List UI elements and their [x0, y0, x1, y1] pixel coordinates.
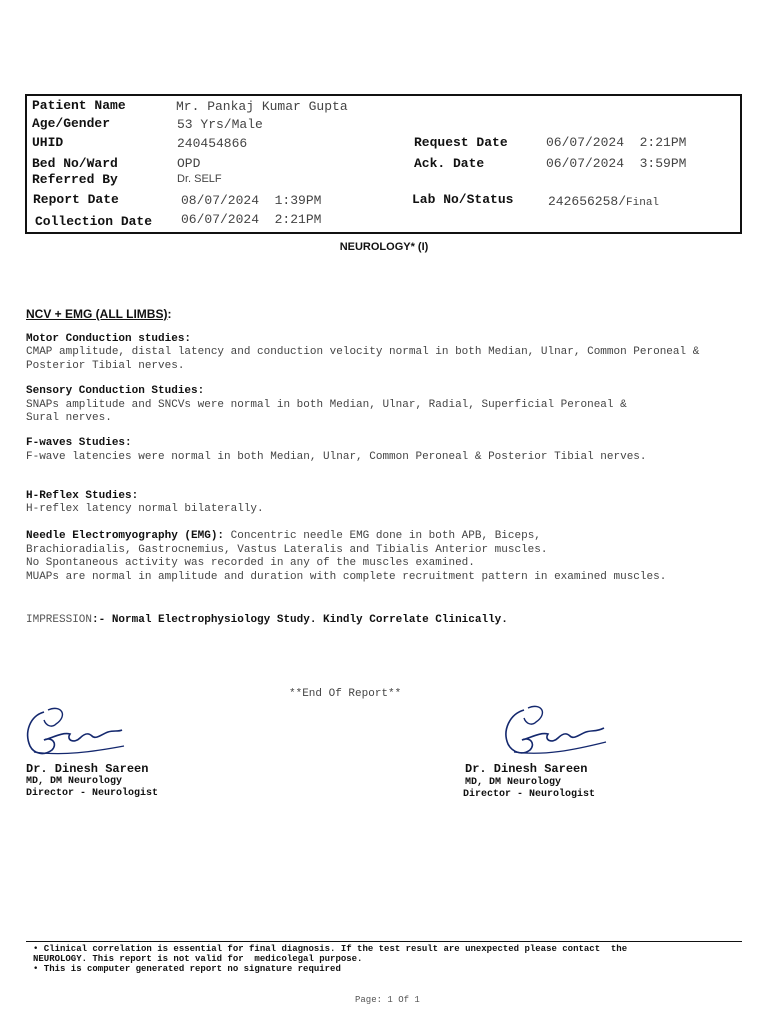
uhid-value: 240454866 [177, 136, 248, 151]
lab-no-status [548, 192, 659, 210]
fwave-heading: F-waves Studies: [26, 437, 132, 449]
patient-name-label: Patient Name [32, 98, 126, 113]
test-title-text: NCV + EMG (ALL LIMBS) [26, 307, 168, 321]
footer-note-2: • This is computer generated report no signature required [33, 964, 341, 974]
lab-no-value: 242656258/ [548, 194, 627, 209]
signatory-title-right: Director - Neurologist [463, 789, 596, 800]
sensory-heading: Sensory Conduction Studies: [26, 385, 205, 397]
sensory-body: SNAPs amplitude and SNCVs were normal in both Median, Ulnar, Radial, Superficial Peroneal & [26, 399, 627, 411]
impression-text: :- Normal Electrophysiology Study. Kindly Correlate Clinically. [92, 614, 508, 626]
impression [26, 609, 508, 627]
test-title [26, 307, 171, 321]
ack-date-label: Ack. Date [414, 156, 485, 171]
signatory-degree-left: MD, DM Neurology [26, 776, 123, 787]
collection-date-value: 06/07/2024 2:21PM [181, 212, 322, 227]
department-heading: NEUROLOGY* (I) [339, 241, 429, 253]
ack-date-value: 06/07/2024 3:59PM [546, 156, 687, 171]
emg-body: Concentric needle EMG done in both APB, Biceps, Brachioradialis, Gastrocnemius, Vastus Lateralis and Tibialis Anterior muscles. [26, 530, 548, 556]
footer-note-1b: NEUROLOGY. This report is not valid for medicolegal purpose. [33, 954, 363, 964]
impression-label: IMPRESSION [26, 614, 93, 626]
bed-ward-label: Bed No/Ward [32, 156, 118, 171]
request-date-label: Request Date [414, 135, 508, 150]
signatory-title-left: Director - Neurologist [26, 788, 159, 799]
test-title-colon: : [167, 307, 172, 321]
hreflex-heading: H-Reflex Studies: [26, 490, 139, 502]
emg-spontaneous: No Spontaneous activity was recorded in any of the muscles examined. [26, 557, 475, 569]
lab-no-label: Lab No/Status [412, 192, 514, 207]
signature-image-right [500, 702, 610, 760]
lab-status-value: Final [626, 197, 660, 209]
motor-body: CMAP amplitude, distal latency and conduction velocity normal in both Median, Ulnar, Common Peroneal & Posterior Tibial nerves. [26, 346, 700, 372]
referred-by-label: Referred By [32, 172, 118, 187]
request-date-value: 06/07/2024 2:21PM [546, 135, 687, 150]
bed-ward-value: OPD [177, 156, 201, 171]
footer-note-1a: • Clinical correlation is essential for final diagnosis. If the test result are unexpected please contact the [33, 944, 628, 954]
motor-heading: Motor Conduction studies: [26, 333, 192, 345]
sensory-body-line2: Sural nerves. [26, 412, 112, 424]
signatory-name-left: Dr. Dinesh Sareen [26, 762, 149, 776]
emg-heading: Needle Electromyography (EMG): [26, 530, 225, 542]
footer-divider [26, 941, 742, 942]
signatory-degree-right: MD, DM Neurology [465, 777, 562, 788]
hreflex-body: H-reflex latency normal bilaterally. [26, 503, 264, 515]
fwave-body: F-wave latencies were normal in both Median, Ulnar, Common Peroneal & Posterior Tibial nerves. [26, 451, 647, 463]
emg-muaps: MUAPs are normal in amplitude and duration with complete recruitment pattern in examined muscles. [26, 571, 667, 583]
referred-by-value: Dr. SELF [177, 173, 222, 185]
page-number: Page: 1 Of 1 [355, 995, 420, 1005]
end-of-report: **End Of Report** [289, 688, 402, 700]
signature-image-left [22, 702, 128, 760]
age-gender-value: 53 Yrs/Male [177, 117, 263, 132]
report-date-value: 08/07/2024 1:39PM [181, 193, 322, 208]
uhid-label: UHID [32, 135, 64, 150]
emg-paragraph [26, 530, 646, 557]
collection-date-label: Collection Date [35, 214, 153, 229]
patient-name-value: Mr. Pankaj Kumar Gupta [176, 99, 348, 114]
signatory-name-right: Dr. Dinesh Sareen [465, 762, 588, 776]
age-gender-label: Age/Gender [32, 116, 111, 131]
report-date-label: Report Date [33, 192, 119, 207]
